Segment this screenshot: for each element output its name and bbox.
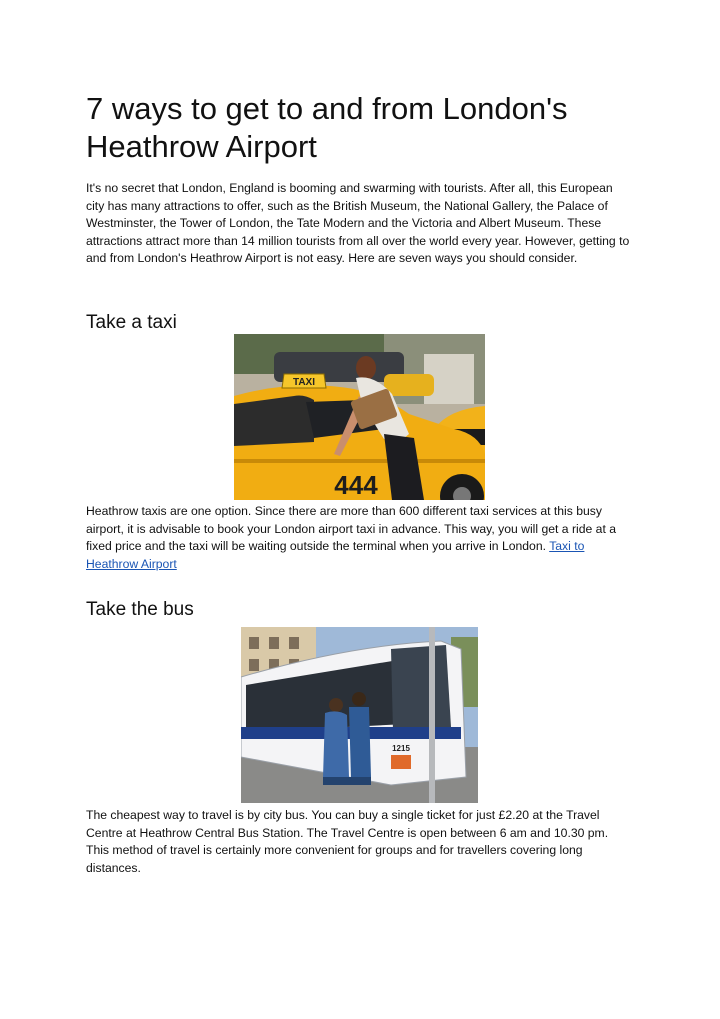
taxi-body-text: Heathrow taxis are one option. Since there are more than 600 different taxi services at this busy airport, it is advisable to book your London airport taxi in advance. This way, you will get a ride at a fixed price and the taxi will be waiting outside the terminal when you arrive in London.: [86, 504, 616, 554]
taxi-roof-sign: TAXI: [292, 377, 316, 388]
bus-route-number: 1215: [392, 744, 410, 753]
taxi-link[interactable]: Taxi to Heathrow Airport: [86, 539, 585, 571]
bus-heading: Take the bus: [86, 599, 194, 620]
taxi-door-number: 444: [334, 470, 378, 500]
taxi-heading: Take a taxi: [86, 312, 177, 333]
bus-paragraph: The cheapest way to travel is by city bus. You can buy a single ticket for just £2.20 at the Travel Centre at Heathrow Central Bus Station. The Travel Centre is open between 6 am and 10.30 pm. This method of travel is certainly more convenient for groups and for travellers covering long distances.: [86, 808, 609, 875]
taxi-paragraph: [86, 503, 634, 573]
intro-paragraph: It's no secret that London, England is booming and swarming with tourists. After all, this European city has many attractions to offer, such as the British Museum, the National Gallery, the Palace of Westminster, the Tower of London, the Tate Modern and the Victoria and Albert Museum. These attractions attract more than 14 million tourists from all over the world every year. However, getting to and from London's Heathrow Airport is not easy. Here are seven ways you should consider.: [86, 181, 630, 266]
bus-photo: [241, 627, 478, 803]
taxi-photo: [234, 334, 485, 500]
article-title: 7 ways to get to and from London's Heathrow Airport: [86, 91, 568, 164]
